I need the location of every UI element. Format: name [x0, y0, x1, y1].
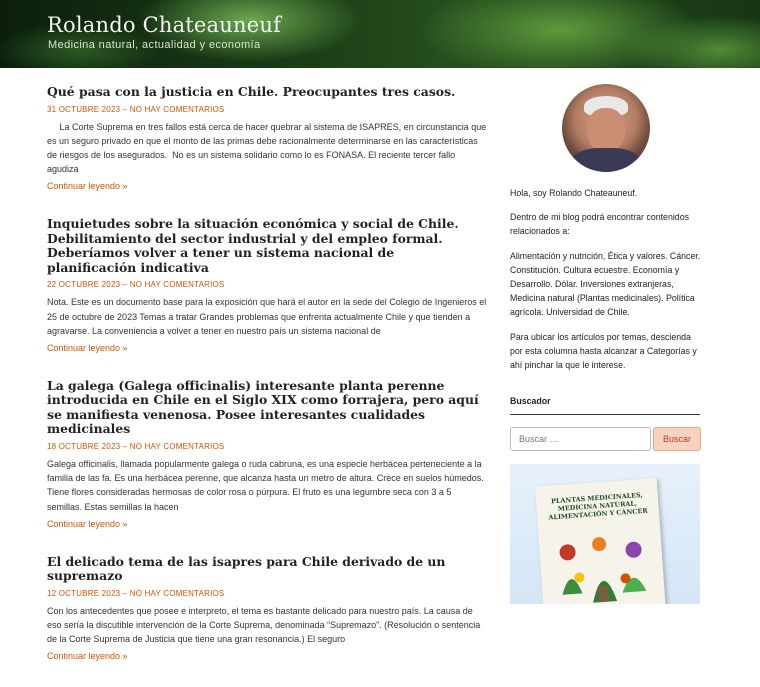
post [47, 379, 487, 532]
post-title[interactable]: Qué pasa con la justicia en Chile. Preocupantes tres casos. [47, 84, 456, 99]
post-meta[interactable]: 18 OCTUBRE 2023 – NO HAY COMENTARIOS [47, 441, 225, 451]
site-header [0, 0, 760, 68]
author-avatar [562, 84, 650, 172]
continue-reading-link[interactable]: Continuar leyendo » [47, 518, 128, 529]
divider [510, 414, 700, 415]
post [47, 555, 487, 665]
sidebar [510, 84, 702, 604]
post-excerpt: Con los antecedentes que posee e interpreto, el tema es bastante delicado para nuestro país. La causa de eso sería la discutible intervención de la Corte Suprema, denominada “Supremazo”. (Resolución o sentencia de la Corte Suprema de Justicia que tiene una gran resonancia.) El seguro [47, 605, 481, 645]
sidebar-instructions: Para ubicar los artículos por temas, descienda por esta columna hasta alcanzar a Categorías y ahí pinchar la que le interese. [510, 331, 697, 371]
site-title[interactable]: Rolando Chateauneuf [47, 13, 282, 37]
post-title[interactable]: La galega (Galega officinalis) interesante planta perenne introducida en Chile en el Siglo XIX como forrajera, pero aquí se manifiesta venenosa. Posee interesantes cualidades medicinales [47, 377, 479, 437]
post-title[interactable]: El delicado tema de las isapres para Chile derivado de un supremazo [47, 553, 446, 584]
post-title[interactable]: Inquietudes sobre la situación económica y social de Chile. Debilitamiento del sector industrial y del empleo formal. Deberíamos volver a tener un sistema nacional de planificación indicativa [47, 216, 459, 275]
search-button[interactable]: Buscar [653, 427, 701, 451]
sidebar-topics: Alimentación y nutrición, Ética y valores. Cáncer. Constitución. Cultura ecuestre. Economía y Desarrollo. Dólar. Inversiones extranjeras, Medicina natural (Plantas medicinales). Política agrícola. Universidad de Chile. [510, 250, 701, 318]
post-meta[interactable]: 22 OCTUBRE 2023 – NO HAY COMENTARIOS [47, 280, 225, 290]
continue-reading-link[interactable]: Continuar leyendo » [47, 651, 128, 662]
post-excerpt: Galega officinalis, llamada popularmente galega o ruda cabruna, es una especie herbácea perteneciente a la familia de las fa. Es una herbácea perenne, que alcanza hasta un metro de altura. Crece en suelos húmedos. Tiene flores consideradas hermosas de color rosa o púrpura. El fruto es una legumbre seca con 3 a 5 semillas. Estas semillas la hacen [47, 458, 484, 512]
book-promo-image[interactable] [510, 464, 700, 604]
sidebar-greeting: Hola, soy Rolando Chateauneuf. [510, 188, 638, 198]
avatar-face [587, 108, 625, 152]
plants-illustration-icon [548, 529, 655, 604]
post-excerpt: La Corte Suprema en tres fallos está cerca de hacer quebrar al sistema de ISAPRES, en circunstancia que es un seguro privado en que el monto de las primas debe racionalmente determinarse en las características de riesgos de los asegurados. No es un sistema solidario como lo es FONASA. El reciente tercer fallo agudiza [47, 121, 489, 175]
book-title: PLANTAS MEDICINALES, MEDICINA NATURAL, ALIMENTACIÓN Y CÁNCER [548, 491, 648, 522]
post-meta[interactable]: 31 OCTUBRE 2023 – NO HAY COMENTARIOS [47, 104, 225, 114]
continue-reading-link[interactable]: Continuar leyendo » [47, 342, 128, 353]
book-cover [535, 478, 667, 604]
avatar-shirt [570, 148, 642, 172]
search-form [510, 427, 702, 451]
site-description: Medicina natural, actualidad y economía [48, 39, 261, 51]
sidebar-intro: Dentro de mi blog podrá encontrar contenidos relacionados a: [510, 212, 689, 237]
post [47, 85, 487, 194]
post-list [47, 80, 487, 687]
continue-reading-link[interactable]: Continuar leyendo » [47, 181, 128, 192]
post-excerpt: Nota. Este es un documento base para la exposición que hará el autor en la sede del Colegio de Ingenieros el 25 de octubre de 2023 Temas a tratar Grandes problemas que enfrenta actualmente Chile y que tienden a agravarse. La conveniencia a volver a tener en nuestro país un sistema nacional de [47, 297, 487, 336]
post-meta[interactable]: 12 OCTUBRE 2023 – NO HAY COMENTARIOS [47, 588, 225, 598]
search-heading: Buscador [510, 396, 551, 407]
post [47, 217, 487, 356]
search-input[interactable] [510, 427, 651, 451]
